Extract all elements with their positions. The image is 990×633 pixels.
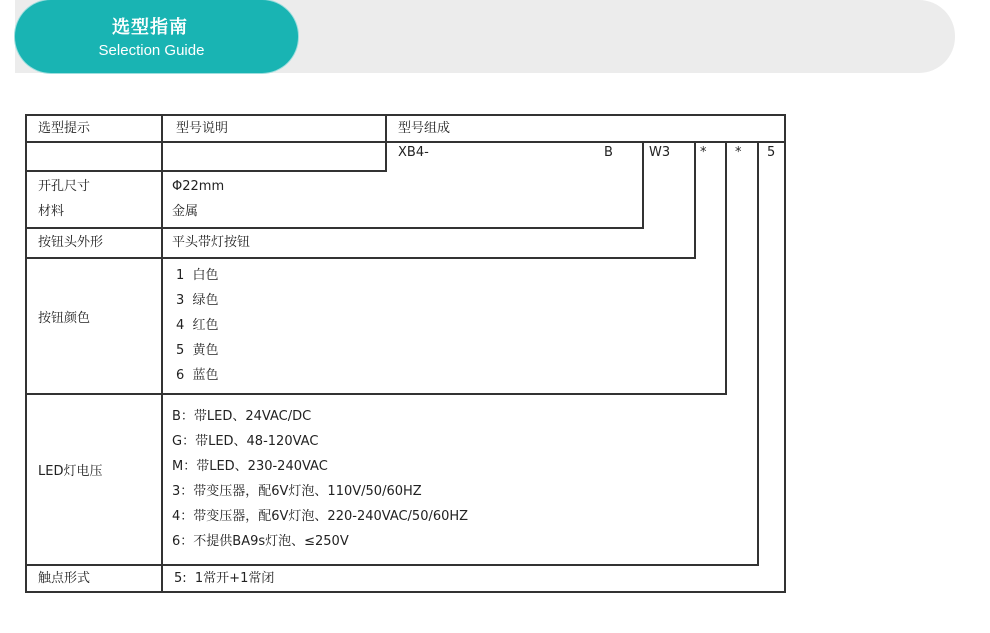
selection-guide-badge — [15, 0, 298, 73]
model-code-w3: W3 — [649, 145, 671, 160]
row-divider-led — [25, 564, 759, 566]
header-tip: 选型提示 — [38, 121, 91, 136]
led-voltage-label: LED灯电压 — [38, 464, 103, 479]
voltage-option: 6：不提供BA9s灯泡、≤250V — [172, 534, 349, 549]
bracket-w3 — [642, 141, 644, 229]
voltage-option: G：带LED、48-120VAC — [172, 434, 319, 449]
column-divider-composition — [385, 114, 387, 172]
bracket-star1 — [694, 141, 696, 259]
head-shape-value: 平头带灯按钮 — [172, 235, 251, 250]
color-option: 4 红色 — [176, 318, 219, 333]
model-prefix: XB4- — [398, 145, 429, 160]
header-divider — [25, 141, 786, 143]
color-option: 3 绿色 — [176, 293, 219, 308]
header-desc: 型号说明 — [176, 121, 229, 136]
contact-type-label: 触点形式 — [38, 571, 91, 586]
voltage-option: B：带LED、24VAC/DC — [172, 409, 312, 424]
color-option: 1 白色 — [176, 268, 219, 283]
table-border-top — [25, 114, 786, 116]
head-shape-label: 按钮头外形 — [38, 235, 104, 250]
color-option: 6 蓝色 — [176, 368, 219, 383]
column-divider-label — [161, 114, 163, 593]
model-code-star1: * — [700, 145, 707, 160]
model-code-star2: * — [735, 145, 742, 160]
material-label: 材料 — [38, 204, 65, 219]
table-border-bottom — [25, 591, 786, 593]
color-option: 5 黄色 — [176, 343, 219, 358]
button-color-label: 按钮颜色 — [38, 311, 91, 326]
row-divider-head — [25, 257, 696, 259]
table-border-right — [784, 114, 786, 593]
material-value: 金属 — [172, 204, 199, 219]
hole-size-value: Φ22mm — [172, 179, 225, 194]
hole-size-label: 开孔尺寸 — [38, 179, 91, 194]
row-divider-material — [25, 227, 644, 229]
row-divider-model — [25, 170, 387, 172]
voltage-option: 3：带变压器，配6V灯泡、110V/50/60HZ — [172, 484, 422, 499]
voltage-option: 4：带变压器，配6V灯泡、220-240VAC/50/60HZ — [172, 509, 469, 524]
voltage-option: M：带LED、230-240VAC — [172, 459, 328, 474]
bracket-star2 — [725, 141, 727, 395]
model-code-five: 5 — [767, 145, 776, 160]
model-code-b: B — [604, 145, 613, 160]
contact-type-value: 5: 1常开+1常闭 — [174, 571, 275, 586]
row-divider-color — [25, 393, 727, 395]
table-border-left — [25, 114, 27, 593]
bracket-five — [757, 141, 759, 566]
banner-title-cn: 选型指南 — [112, 17, 188, 38]
banner-title-en: Selection Guide — [98, 42, 205, 59]
header-composition: 型号组成 — [398, 121, 451, 136]
